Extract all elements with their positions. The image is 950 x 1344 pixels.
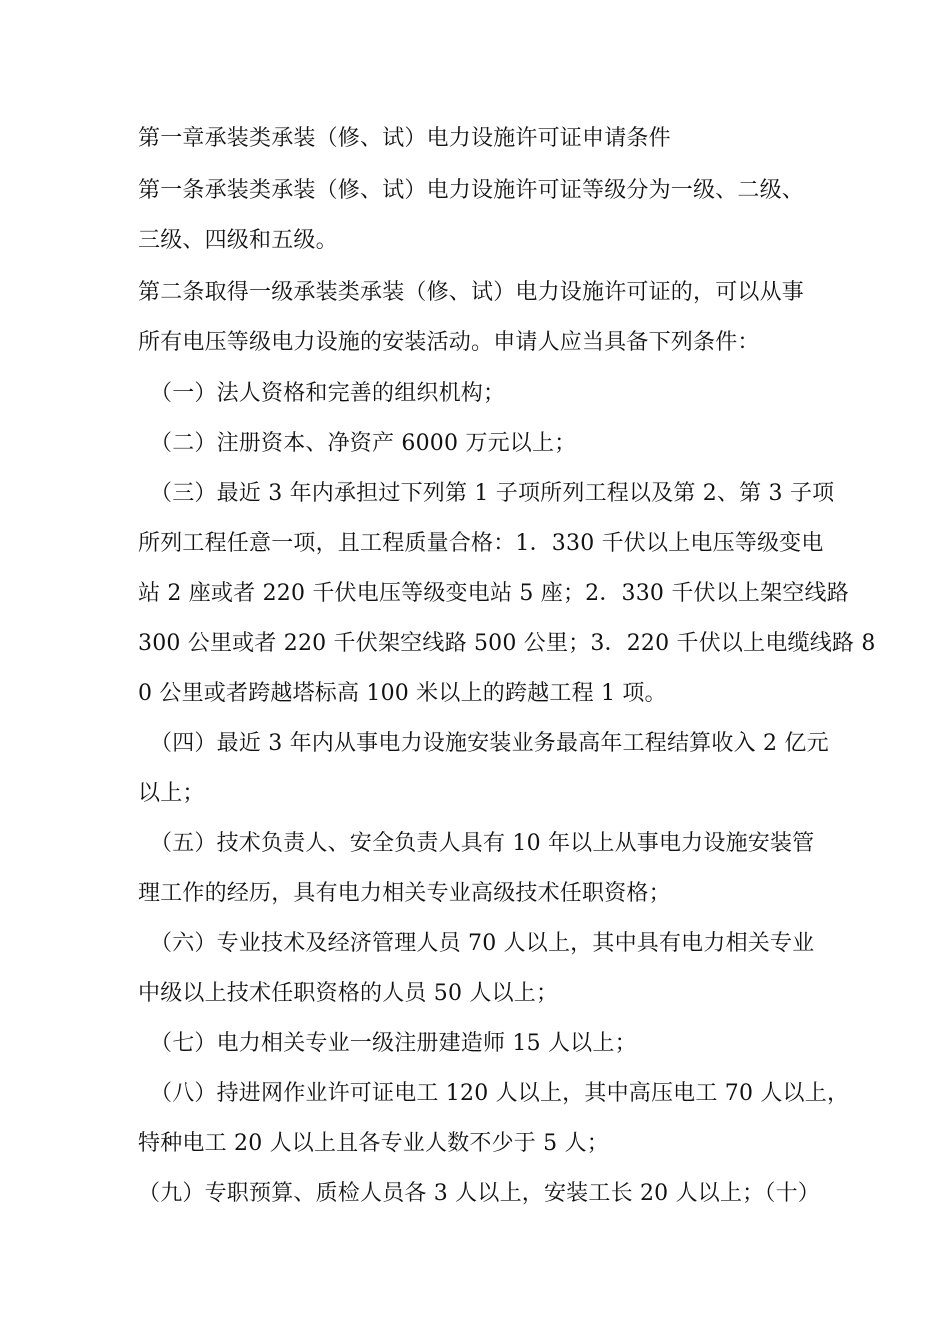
item-2: （二）注册资本、净资产 6000 万元以上； [150,431,577,456]
item-3-line-3: 站 2 座或者 220 千伏电压等级变电站 5 座；2．330 千伏以上架空线路 [138,581,849,606]
item-5-line-1: （五）技术负责人、安全负责人具有 10 年以上从事电力设施安装管 [150,831,815,856]
article-2-line-1: 第二条取得一级承装类承装（修、试）电力设施许可证的，可以从事 [138,280,805,305]
item-8-line-2: 特种电工 20 人以上且各专业人数不少于 5 人； [138,1131,609,1156]
item-6-line-2: 中级以上技术任职资格的人员 50 人以上； [138,981,559,1006]
item-8-line-1: （八）持进网作业许可证电工 120 人以上，其中高压电工 70 人以上， [150,1081,850,1106]
article-1-line-2: 三级、四级和五级。 [138,228,338,253]
item-7: （七）电力相关专业一级注册建造师 15 人以上； [150,1031,637,1056]
item-3-line-1: （三）最近 3 年内承担过下列第 1 子项所列工程以及第 2、第 3 子项 [150,481,835,506]
article-1-line-1: 第一条承装类承装（修、试）电力设施许可证等级分为一级、二级、 [138,178,805,203]
item-3-line-4: 300 公里或者 220 千伏架空线路 500 公里；3．220 千伏以上电缆线路 8 [138,631,876,656]
article-2-line-2: 所有电压等级电力设施的安装活动。申请人应当具备下列条件： [138,330,760,355]
item-6-line-1: （六）专业技术及经济管理人员 70 人以上，其中具有电力相关专业 [150,931,815,956]
item-4-line-1: （四）最近 3 年内从事电力设施安装业务最高年工程结算收入 2 亿元 [150,731,829,756]
item-5-line-2: 理工作的经历，具有电力相关专业高级技术任职资格； [138,881,671,906]
item-3-line-2: 所列工程任意一项，且工程质量合格：1．330 千伏以上电压等级变电 [138,531,824,556]
item-9-line-1: （九）专职预算、质检人员各 3 人以上，安装工长 20 人以上；（十） [138,1181,820,1206]
chapter-heading: 第一章承装类承装（修、试）电力设施许可证申请条件 [138,126,671,151]
item-3-line-5: 0 公里或者跨越塔标高 100 米以上的跨越工程 1 项。 [138,681,667,706]
item-4-line-2: 以上； [138,781,205,806]
item-1: （一）法人资格和完善的组织机构； [150,381,506,406]
